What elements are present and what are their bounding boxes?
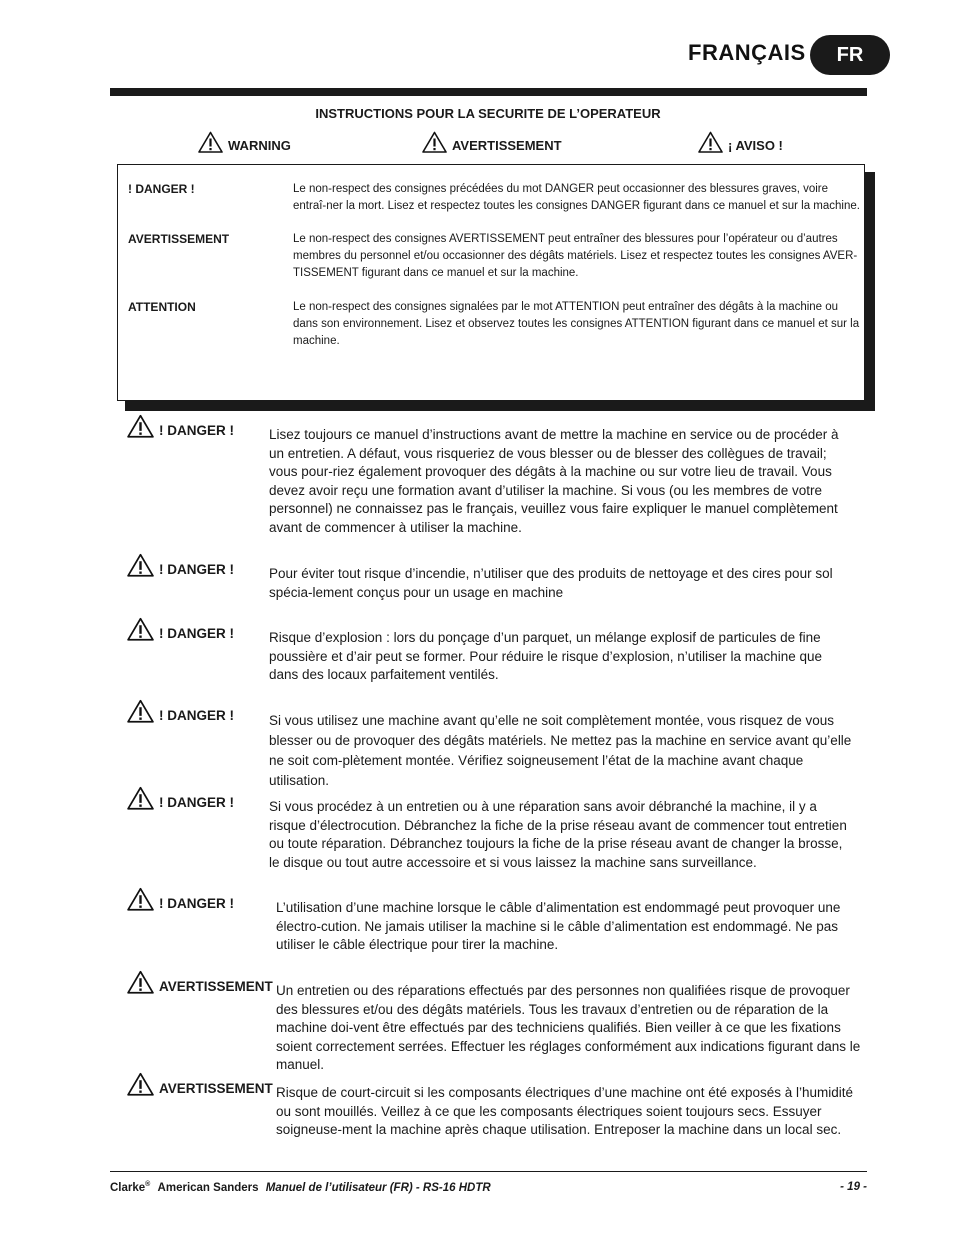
safety-item-text: Pour éviter tout risque d’incendie, n’utiliser que des produits de nettoyage et des cires pour sol spécia-lement conçus pour un usage en machine xyxy=(269,566,833,600)
warning-triangle-icon xyxy=(127,887,154,911)
footer-document-title: Manuel de l’utilisateur (FR) - RS-16 HDTR xyxy=(265,1181,491,1194)
warning-triangle-icon xyxy=(127,414,154,438)
language-badge: FR xyxy=(810,35,890,75)
definitions-box xyxy=(117,164,865,401)
safety-item-label-text: ! DANGER ! xyxy=(159,562,234,577)
warning-triangle-icon xyxy=(127,617,154,641)
top-rule xyxy=(110,88,867,96)
safety-item-label-text: AVERTISSEMENT xyxy=(159,979,273,994)
warning-triangle-icon xyxy=(127,786,154,810)
safety-item-text: Si vous utilisez une machine avant qu’elle ne soit complètement montée, vous risquez de vous blesser ou de provoquer des dégâts matériels. Ne mettez pas la machine en service avant qu’elle ne soit com-plètement montée. Vérifiez soigneusement l’état de la machine avant chaque utilisation. xyxy=(269,713,852,788)
page-number: - 19 - xyxy=(840,1181,867,1193)
warning-label-text: AVERTISSEMENT xyxy=(452,138,562,153)
definition-text: Le non-respect des consignes précédées du mot DANGER peut occasionner des blessures graves, voire entraî-ner la mort. Lisez et respectez toutes les consignes DANGER figurant dans ce manuel et sur la machine. xyxy=(293,183,860,212)
definition-term: AVERTISSEMENT xyxy=(128,232,230,246)
safety-item-text: Lisez toujours ce manuel d’instructions avant de mettre la machine en service ou de procéder à un entretien. A défaut, vous risqueriez de vous blesser ou de blesser des collègues de travail; vous pour-riez également provoquer des dégâts à la machine ou sur votre lieu de travail. Vous devez avoir reçu une formation avant d’utiliser la machine. Si vous (ou les membres de votre personnel) ne connaissez pas le français, veuillez vous faire expliquer le manuel complètement avant de commencer à utiliser la machine. xyxy=(269,427,839,535)
page-footer xyxy=(110,1181,867,1194)
safety-item-text: Un entretien ou des réparations effectués par des personnes non qualifiées risque de provoquer des blessures et/ou des dégâts matériels. Tous les travaux d’entretien ou de réparation de la machine doi-vent être effectués par des techniciens qualifiés. Bien veiller à ce que les fixations soient correctement serrées. Effectuer les réglages conformément aux indications figurant dans le manuel. xyxy=(276,983,861,1073)
safety-item-label xyxy=(127,887,234,911)
warning-triangle-icon xyxy=(127,970,154,994)
warning-triangle-icon xyxy=(127,699,154,723)
definition-term: ! DANGER ! xyxy=(128,182,195,196)
warning-triangle-icon xyxy=(127,553,154,577)
safety-item-label-text: AVERTISSEMENT xyxy=(159,1081,273,1096)
warning-triangle-icon xyxy=(422,131,447,153)
warning-label-en xyxy=(198,131,291,153)
warning-triangle-icon xyxy=(198,131,223,153)
section-title: INSTRUCTIONS POUR LA SECURITE DE L’OPERATEUR xyxy=(315,106,661,121)
safety-item-label-text: ! DANGER ! xyxy=(159,626,234,641)
footer-brand: Clarke® xyxy=(110,1181,151,1194)
warning-label-text: ¡ AVISO ! xyxy=(728,138,783,153)
safety-item-text: Si vous procédez à un entretien ou à une réparation sans avoir débranché la machine, il y a risque d’électrocution. Débranchez la fiche de la prise réseau avant de commencer tout entretien ou toute réparation. Débranchez toujours la fiche de la prise réseau avant de changer la brosse, le disque ou tout autre accessoire et si vous laissez la machine sans surveillance. xyxy=(269,799,847,870)
safety-item-label xyxy=(127,1072,273,1096)
safety-item-text: L’utilisation d’une machine lorsque le câble d’alimentation est endommagé peut provoquer une électro-cution. Ne jamais utiliser la machine si le câble d’alimentation est endommagé. Ne pas utiliser le câble électrique pour tirer la machine. xyxy=(276,900,841,953)
definition-term: ATTENTION xyxy=(128,300,196,314)
safety-item-text: Risque de court-circuit si les composants électriques d’une machine ont été exposés à l’humidité ou sont mouillés. Veillez à ce que les composants électriques soient toujours secs. Essuyer soigneuse-ment la machine après chaque utilisation. Entreposer la machine dans un local sec. xyxy=(276,1085,854,1138)
warning-triangle-icon xyxy=(698,131,723,153)
warning-label-text: WARNING xyxy=(228,138,291,153)
safety-item-label xyxy=(127,553,234,577)
safety-item-label-text: ! DANGER ! xyxy=(159,795,234,810)
safety-item-label-text: ! DANGER ! xyxy=(159,896,234,911)
safety-item-label-text: ! DANGER ! xyxy=(159,708,234,723)
language-title: FRANÇAIS xyxy=(688,40,806,65)
safety-item-text: Risque d’explosion : lors du ponçage d’un parquet, un mélange explosif de particules de fine poussière et d’air peut se former. Pour réduire le risque d’explosion, n’utiliser la machine que dans des locaux parfaitement ventilés. xyxy=(269,630,823,683)
safety-item-label xyxy=(127,786,234,810)
safety-item-label xyxy=(127,617,234,641)
safety-item-label-text: ! DANGER ! xyxy=(159,423,234,438)
safety-item-label xyxy=(127,970,273,994)
warning-triangle-icon xyxy=(127,1072,154,1096)
warning-label-es xyxy=(698,131,783,153)
definition-text: Le non-respect des consignes AVERTISSEMENT peut entraîner des blessures pour l’opérateur ou d’autres membres du personnel et/ou occasionner des dégâts matériels. Lisez et respectez toutes les consignes AVER-TISSEMENT figurant dans ce manuel et sur la machine. xyxy=(293,233,858,279)
definition-text: Le non-respect des consignes signalées par le mot ATTENTION peut entraîner des dégâts à la machine ou dans son environnement. Lisez et observez toutes les consignes ATTENTION figurant dans ce manuel et sur la machine. xyxy=(293,301,860,347)
safety-item-label xyxy=(127,414,234,438)
safety-item-label xyxy=(127,699,234,723)
footer-company: American Sanders xyxy=(157,1181,259,1194)
footer-rule xyxy=(110,1171,867,1172)
warning-label-fr xyxy=(422,131,562,153)
